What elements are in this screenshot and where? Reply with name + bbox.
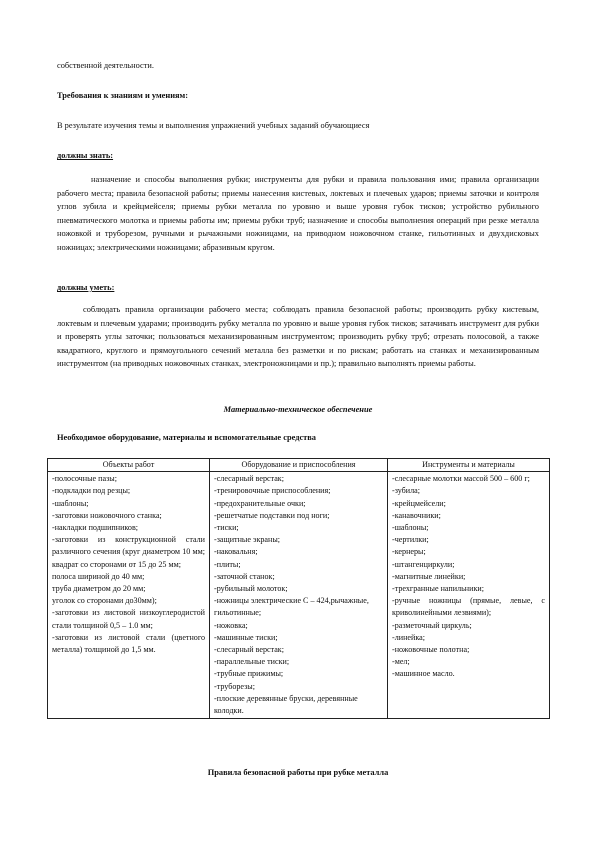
table-cell-item: -накладки подшипников; — [52, 523, 139, 533]
table-cell-item: -трубные прижимы; — [214, 669, 284, 679]
table-cell-item: -предохранительные очки; — [214, 498, 306, 508]
table-row — [48, 472, 550, 719]
table-cell-item: -кернеры; — [392, 547, 426, 557]
table-cell-item: труба диаметром до 20 мм; — [52, 584, 146, 594]
table-cell-item: -ножницы электрические С – 424,рычажные, гильотинные; — [214, 596, 369, 618]
table-cell-item: -трехгранные напильники; — [392, 584, 484, 594]
table-cell-item: -защитные экраны; — [214, 535, 281, 545]
table-cell-item: -крейцмейсели; — [392, 498, 446, 508]
result-line: В результате изучения темы и выполнения упражнений учебных заданий обучающиеся — [57, 121, 370, 130]
equipment-heading: Необходимое оборудование, материалы и вспомогательные средства — [57, 433, 316, 442]
table-cell-item: -заточной станок; — [214, 571, 275, 581]
safety-heading: Правила безопасной работы при рубке металла — [207, 768, 389, 777]
table-cell-item: -решетчатые подставки под ноги; — [214, 510, 330, 520]
must-know-heading: должны знать: — [57, 151, 114, 160]
table-cell-item: -шаблоны; — [52, 498, 89, 508]
table-cell-item: -зубила; — [392, 486, 420, 496]
equipment-cell — [210, 472, 388, 719]
table-cell-item: -ножовочные полотна; — [392, 645, 470, 655]
table-cell-item: -штангенциркули; — [392, 559, 455, 569]
table-cell-item: -заготовки из конструкционной стали различного сечения (круг диаметром 10 мм; квадрат со сторонами от 15 до 25 мм; — [52, 535, 205, 569]
table-cell-item: -разметочный циркуль; — [392, 620, 472, 630]
table-cell-item: -заготовки ножовочного станка; — [52, 510, 162, 520]
table-cell-item: -слесарный верстак; — [214, 474, 284, 484]
table-cell-item: -слесарные молотки массой 500 – 600 г; — [392, 474, 530, 484]
table-cell-item: -машинные тиски; — [214, 632, 278, 642]
table-cell-item: полоса шириной до 40 мм; — [52, 571, 145, 581]
equipment-table — [47, 458, 550, 719]
table-cell-item: -труборезы; — [214, 681, 255, 691]
table-cell-item: -плиты; — [214, 559, 241, 569]
table-cell-item: -тиски; — [214, 523, 239, 533]
table-cell-item: -заготовки из листовой стали (цветного металла) толщиной до 1,5 мм. — [52, 632, 205, 655]
must-know-text: назначение и способы выполнения рубки; инструменты для рубки и правила пользования ими; правила организации рабочего места; правила безопасной работы; приемы нанесения кистевых, локтевых и плечевых ударов; приемы заточки и контроля углов зубила и крейцмейселя; приемы рубки металла по уровню и выше уровня губок тисков; устройство рубильного пневматического молотка и приемы работы им; приемы рубки труб; назначение и способы выполнения операций при резке металла ножовкой и труборезом, ручными и рычажными ножницами, на приводном ножовочном станке, гильотинных и двухдисковых ножницах; электрическими ножницами; абразивным кругом. — [57, 175, 539, 252]
table-cell-item: -тренировочные приспособления; — [214, 486, 331, 496]
table-cell-item: -ручные ножницы (прямые, левые, с криволинейными лезвиями); — [392, 596, 545, 618]
requirements-heading: Требования к знаниям и умениям: — [57, 91, 189, 100]
table-cell-item: -канавочники; — [392, 510, 441, 520]
table-cell-item: -полосочные пазы; — [52, 474, 117, 484]
table-cell-item: -магнитные линейки; — [392, 571, 466, 581]
table-cell-item: -заготовки из листовой низкоуглеродистой стали толщиной 0,5 – 1.0 мм; — [52, 608, 205, 630]
table-cell-item: -машинное масло. — [392, 669, 455, 679]
table-cell-item: -параллельные тиски; — [214, 657, 290, 667]
table-cell-item: -плоские деревянные бруски, деревянные колодки. — [214, 693, 358, 716]
table-header-row — [48, 459, 550, 472]
table-cell-item: -чертилки; — [392, 535, 429, 545]
table-cell-item: -наковальня; — [214, 547, 258, 557]
must-know-paragraph — [57, 173, 539, 255]
objects-cell — [48, 472, 210, 719]
must-do-text: соблюдать правила организации рабочего места; соблюдать правила безопасной работы; производить рубку кистевым, локтевым и плечевым ударами; производить рубку металла по уровню и выше уровня губок тисков; затачивать инструмент для рубки и проверять углы заточки; пользоваться механизированным инструментом; производить рубку труб; отрезать полосовой, а также квадратного, круглого и прямоугольного сечений металла без разметки и по рискам; работать на станках и механизированным инструментом (на приводных ножовочных станках, электроножницами и пр.); правильно выполнять приемы работы. — [57, 305, 539, 369]
table-cell-item: -рубильный молоток; — [214, 584, 288, 594]
must-do-paragraph — [57, 303, 539, 371]
table-cell-item: -подкладки под резцы; — [52, 486, 131, 496]
table-cell-item: уголок со сторонами до30мм); — [52, 596, 157, 606]
table-cell-item: -мел; — [392, 657, 410, 667]
must-do-heading: должны уметь: — [57, 283, 115, 292]
table-cell-item: -ножовка; — [214, 620, 248, 630]
table-header-equipment: Оборудование и приспособления — [210, 459, 388, 472]
table-cell-item: -шаблоны; — [392, 523, 429, 533]
material-heading: Материально-техническое обеспечение — [223, 405, 373, 414]
table-header-objects: Объекты работ — [48, 459, 210, 472]
tools-cell — [388, 472, 550, 719]
intro-line: собственной деятельности. — [57, 61, 154, 70]
table-cell-item: -линейка; — [392, 632, 425, 642]
table-header-tools: Инструменты и материалы — [388, 459, 550, 472]
table-cell-item: -слесарный верстак; — [214, 645, 284, 655]
